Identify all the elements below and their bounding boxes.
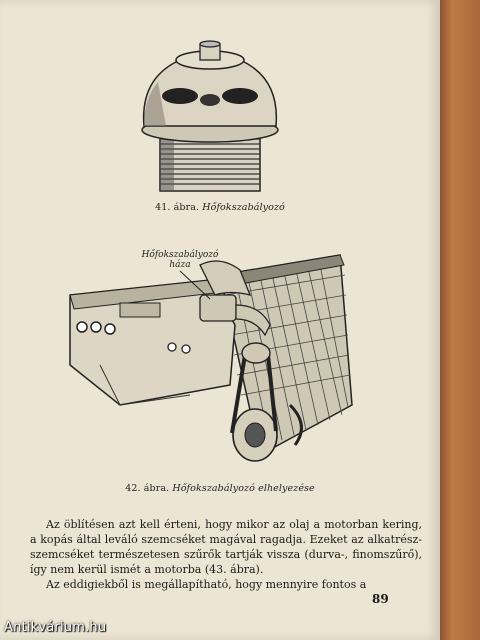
- figure-41-thermostat-illustration: [130, 38, 290, 198]
- body-text: [30, 517, 422, 592]
- figure-42-title: Hőfokszabályozó elhelyezése: [172, 483, 315, 494]
- thermostat-housing-label-line2: háza: [169, 260, 191, 270]
- figure-42-caption: [0, 483, 440, 494]
- page-edge: [440, 0, 480, 640]
- figure-42-number: 42. ábra.: [125, 483, 170, 494]
- figure-41-number: 41. ábra.: [155, 202, 200, 213]
- figure-42-engine-illustration: [60, 235, 360, 475]
- body-paragraph-2: Az eddigiekből is megállapítható, hogy mennyire fontos a: [46, 578, 367, 591]
- thermostat-housing-label-line1: Hőfokszabályozó: [141, 250, 219, 260]
- watermark: Antikvárium.hu: [4, 620, 107, 635]
- thermostat-housing-label: [140, 250, 220, 270]
- page-number: 89: [372, 592, 389, 606]
- figure-41-caption: [0, 202, 440, 213]
- figure-41-title: Hőfokszabályozó: [202, 202, 285, 213]
- body-paragraph-1: Az öblítésen azt kell érteni, hogy mikor az olaj a motorban kering, a kopás által leváló szemcséket magával ragadja. Ezeket az alkatrész-szemcséket természetesen szűrők tartják vissza (durva-, finomszűrő), így nem kerül ismét a motorba (43. ábra).: [30, 518, 422, 576]
